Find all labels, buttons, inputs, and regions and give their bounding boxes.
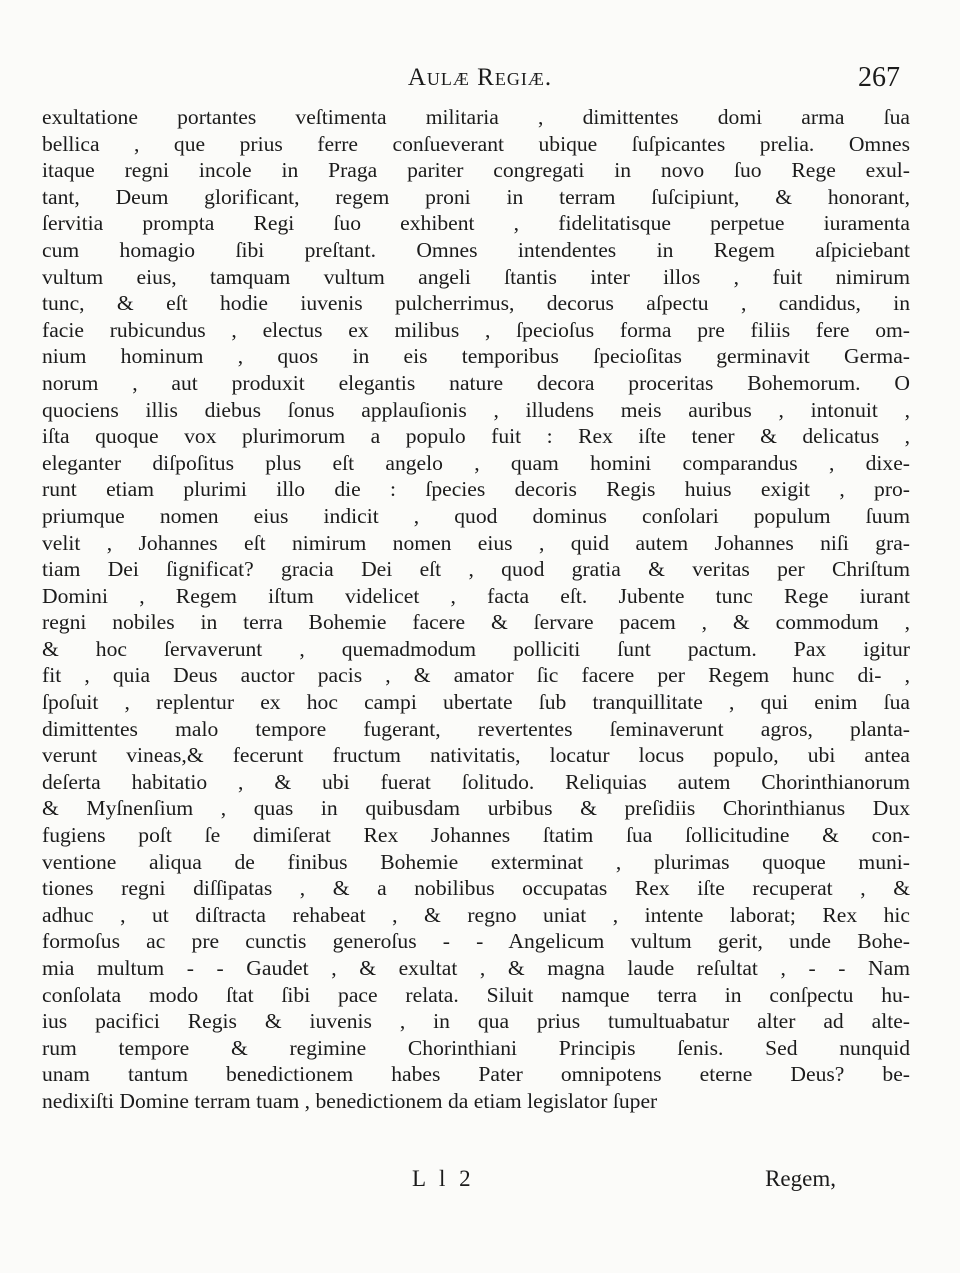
text-line: facie rubicundus , electus ex milibus , ſpecioſus forma pre filiis fere om- — [42, 317, 910, 342]
text-line: & hoc ſervaverunt , quemadmodum polliciti ſunt pactum. Pax igitur — [42, 636, 910, 661]
text-line: vultum eius, tamquam vultum angeli ſtantis inter illos , fuit nimirum — [42, 264, 910, 289]
catchword: Regem, — [765, 1166, 836, 1191]
text-line: fugiens poſt ſe dimiſerat Rex Johannes ſtatim ſua ſollicitudine & con- — [42, 823, 910, 848]
text-line: exultatione portantes veſtimenta militaria , dimittentes domi arma ſua — [42, 105, 910, 129]
text-line: bellica , que prius ferre conſueverant ubique ſuſpicantes prelia. Omnes — [42, 131, 910, 156]
body-text — [42, 104, 910, 1115]
text-line: Domini , Regem iſtum videlicet , facta eſt. Jubente tunc Rege iurant — [42, 583, 910, 608]
text-line: fit , quia Deus auctor pacis , & amator ſic facere per Regem hunc di- , — [42, 663, 910, 688]
text-line: quociens illis diebus ſonus applauſionis , illudens meis auribus , intonuit , — [42, 397, 910, 422]
text-line: priumque nomen eius indicit , quod dominus conſolari populum ſuum — [42, 503, 910, 528]
text-line: nedixiſti Domine terram tuam , benedictionem da etiam legislator ſuper — [42, 1088, 658, 1113]
page-header — [0, 58, 960, 98]
text-line: unam tantum benedictionem habes Pater omnipotens eterne Deus? be- — [42, 1062, 910, 1087]
text-line: iſta quoque vox plurimorum a populo fuit : Rex iſte tener & delicatus , — [42, 424, 910, 449]
page-number: 267 — [858, 62, 900, 93]
text-line: tiam Dei ſignificat? gracia Dei eſt , quod gratia & veritas per Chriſtum — [42, 557, 910, 582]
text-line: itaque regni incole in Praga pariter congregati in novo ſuo Rege exul- — [42, 158, 910, 183]
text-line: norum , aut produxit elegantis nature decora proceritas Bohemorum. O — [42, 370, 910, 395]
running-title: Aulæ Regiæ. — [407, 64, 553, 91]
signature-mark: L l 2 — [412, 1166, 475, 1191]
text-line: regni nobiles in terra Bohemie facere & ſervare pacem , & commodum , — [42, 610, 910, 635]
text-line: ventione aliqua de finibus Bohemie exterminat , plurimas quoque muni- — [42, 849, 910, 874]
text-line: & Myſnenſium , quas in quibusdam urbibus & preſidiis Chorinthianus Dux — [42, 796, 910, 821]
text-line: ius pacifici Regis & iuvenis , in qua prius tumultuabatur alter ad alte- — [42, 1009, 910, 1034]
text-line: eleganter diſpoſitus plus eſt angelo , quam homini comparandus , dixe- — [42, 450, 910, 475]
text-line: verunt vineas,& fecerunt fructum nativitatis, locatur locus populo, ubi antea — [42, 743, 910, 768]
text-line: deſerta habitatio , & ubi fuerat ſolitudo. Reliquias autem Chorinthianorum — [42, 769, 910, 794]
text-line: dimittentes malo tempore fugerant, revertentes ſeminaverunt agros, planta- — [42, 716, 910, 741]
text-line: cum homagio ſibi preſtant. Omnes intendentes in Regem aſpiciebant — [42, 237, 910, 262]
text-line: velit , Johannes eſt nimirum nomen eius , quid autem Johannes niſi gra- — [42, 530, 910, 555]
text-line: mia multum - - Gaudet , & exultat , & magna laude reſultat , - - Nam — [42, 956, 910, 980]
text-line: tiones regni diſſipatas , & a nobilibus occupatas Rex iſte recuperat , & — [42, 876, 910, 901]
text-line: tant, Deum glorificant, regem proni in terram ſuſcipiunt, & honorant, — [42, 184, 910, 209]
page-footer — [0, 1162, 960, 1202]
text-line: adhuc , ut diſtracta rehabeat , & regno uniat , intente laborat; Rex hic — [42, 902, 910, 927]
text-line: ſpoſuit , replentur ex hoc campi ubertate ſub tranquillitate , qui enim ſua — [42, 690, 910, 715]
text-line: rum tempore & regimine Chorinthiani Principis ſenis. Sed nunquid — [42, 1035, 910, 1060]
text-line: nium hominum , quos in eis temporibus ſpecioſitas germinavit Germa- — [42, 344, 910, 369]
text-line: ſervitia prompta Regi ſuo exhibent , fidelitatisque perpetue iuramenta — [42, 211, 910, 236]
text-line: formoſus ac pre cunctis generoſus - - Angelicum vultum gerit, unde Bohe- — [42, 929, 910, 954]
text-line: tunc, & eſt hodie iuvenis pulcherrimus, decorus aſpectu , candidus, in — [42, 291, 910, 316]
text-line: runt etiam plurimi illo die : ſpecies decoris Regis huius exigit , pro- — [42, 477, 910, 502]
text-line: conſolata modo ſtat ſibi pace relata. Siluit namque terra in conſpectu hu- — [42, 982, 910, 1007]
